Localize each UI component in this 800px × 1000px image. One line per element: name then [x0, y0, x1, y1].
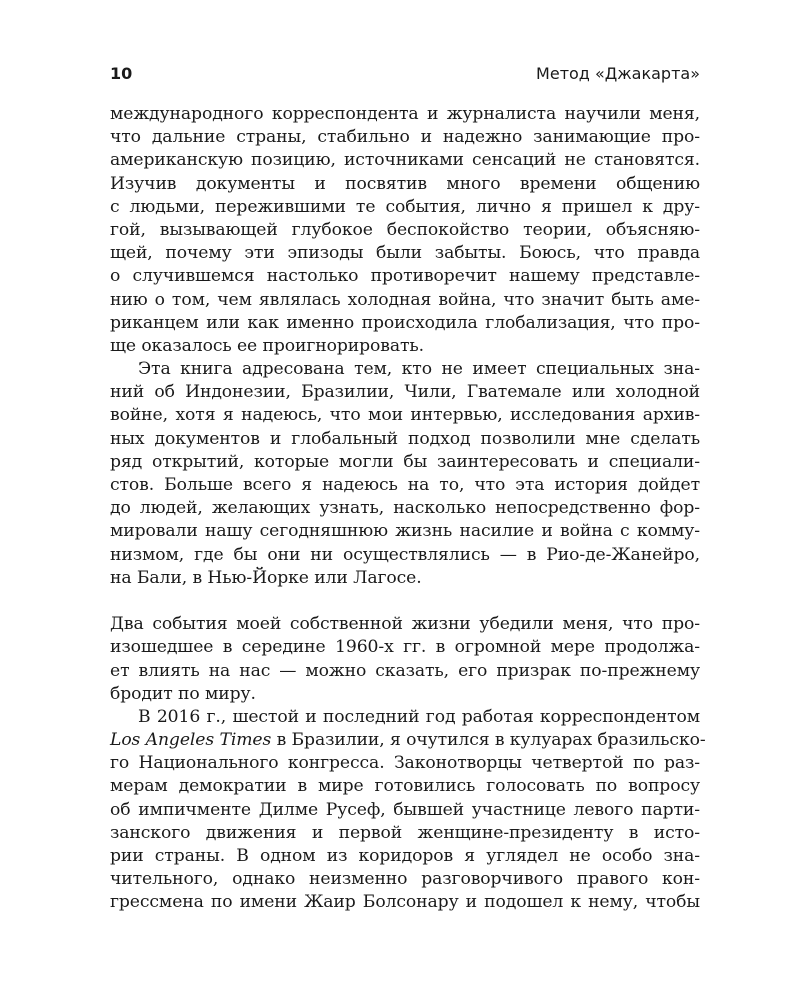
text-line: риканцем или как именно происходила глобализация, что про-: [110, 312, 700, 333]
text-line: [110, 729, 706, 752]
paragraph-3: [110, 613, 700, 706]
book-title: Метод «Джакарта»: [536, 64, 700, 83]
text-line: В 2016 г., шестой и последний год работая корреспондентом: [138, 706, 700, 727]
text-line: бродит по миру.: [110, 683, 256, 704]
text-line: мировали нашу сегодняшнюю жизнь насилие и война с комму-: [110, 521, 700, 542]
text-line: ний об Индонезии, Бразилии, Чили, Гватемале или холодной: [110, 382, 700, 403]
text-line: о случившемся настолько противоречит нашему представле-: [110, 266, 700, 287]
text-line: Два события моей собственной жизни убедили меня, что про-: [110, 614, 700, 635]
paragraph-2: [110, 358, 700, 590]
text-line: чительного, однако неизменно разговорчивого правого кон-: [110, 869, 700, 890]
text-line: мерам демократии в мире готовились голосовать по вопросу: [110, 776, 700, 797]
text-line: об импичменте Дилме Русеф, бывшей участнице левого парти-: [110, 799, 700, 820]
text-line: щей, почему эти эпизоды были забыты. Боюсь, что правда: [110, 243, 700, 264]
text-line: рии страны. В одном из коридоров я углядел не особо зна-: [110, 846, 700, 866]
paragraph-4: [110, 706, 706, 915]
text-line: что дальние страны, стабильно и надежно занимающие про-: [110, 127, 700, 148]
page-number: 10: [110, 64, 133, 83]
text-line: занского движения и первой женщине-президенту в исто-: [110, 822, 700, 843]
text-line: Изучив документы и посвятив много времени общению: [110, 173, 700, 194]
running-head: [110, 64, 700, 88]
text-line: низмом, где бы они ни осуществлялись — в Рио-де-Жанейро,: [110, 544, 700, 565]
text-line: до людей, желающих узнать, насколько непосредственно фор-: [110, 498, 700, 519]
text-line: международного корреспондента и журналиста научили меня,: [110, 104, 700, 124]
section-break: [110, 590, 700, 613]
text-line: ет влиять на нас — можно сказать, его призрак по-прежнему: [110, 660, 700, 681]
text-line: на Бали, в Нью-Йорке или Лагосе.: [110, 567, 422, 588]
text-line: американскую позицию, источниками сенсаций не становятся.: [110, 150, 700, 171]
text-line: с людьми, пережившими те события, лично я пришел к дру-: [110, 196, 700, 217]
paragraph-1: [110, 103, 700, 358]
text-line: войне, хотя я надеюсь, что мои интервью, исследования архив-: [110, 405, 700, 426]
text-fragment: в Бразилии, я очутился в кулуарах бразильско-: [271, 730, 706, 751]
text-line: ных документов и глобальный подход позволили мне сделать: [110, 428, 700, 449]
text-line: ряд открытий, которые могли бы заинтересовать и специали-: [110, 451, 700, 472]
text-line: нию о том, чем являлась холодная война, что значит быть аме-: [110, 289, 700, 310]
text-line: гой, вызывающей глубокое беспокойство теории, объясняю-: [110, 219, 700, 240]
text-line: стов. Больше всего я надеюсь на то, что эта история дойдет: [110, 475, 700, 495]
text-line: го Национального конгресса. Законотворцы четвертой по раз-: [110, 753, 700, 774]
publication-name: Los Angeles Times: [110, 730, 272, 751]
text-line: изошедшее в середине 1960-х гг. в огромной мере продолжа-: [110, 637, 700, 658]
text-line: ще оказалось ее проигнорировать.: [110, 335, 425, 356]
body-text: [110, 103, 706, 915]
text-line: грессмена по имени Жаир Болсонару и подошел к нему, чтобы: [110, 892, 700, 913]
text-line: Эта книга адресована тем, кто не имеет специальных зна-: [138, 359, 700, 380]
